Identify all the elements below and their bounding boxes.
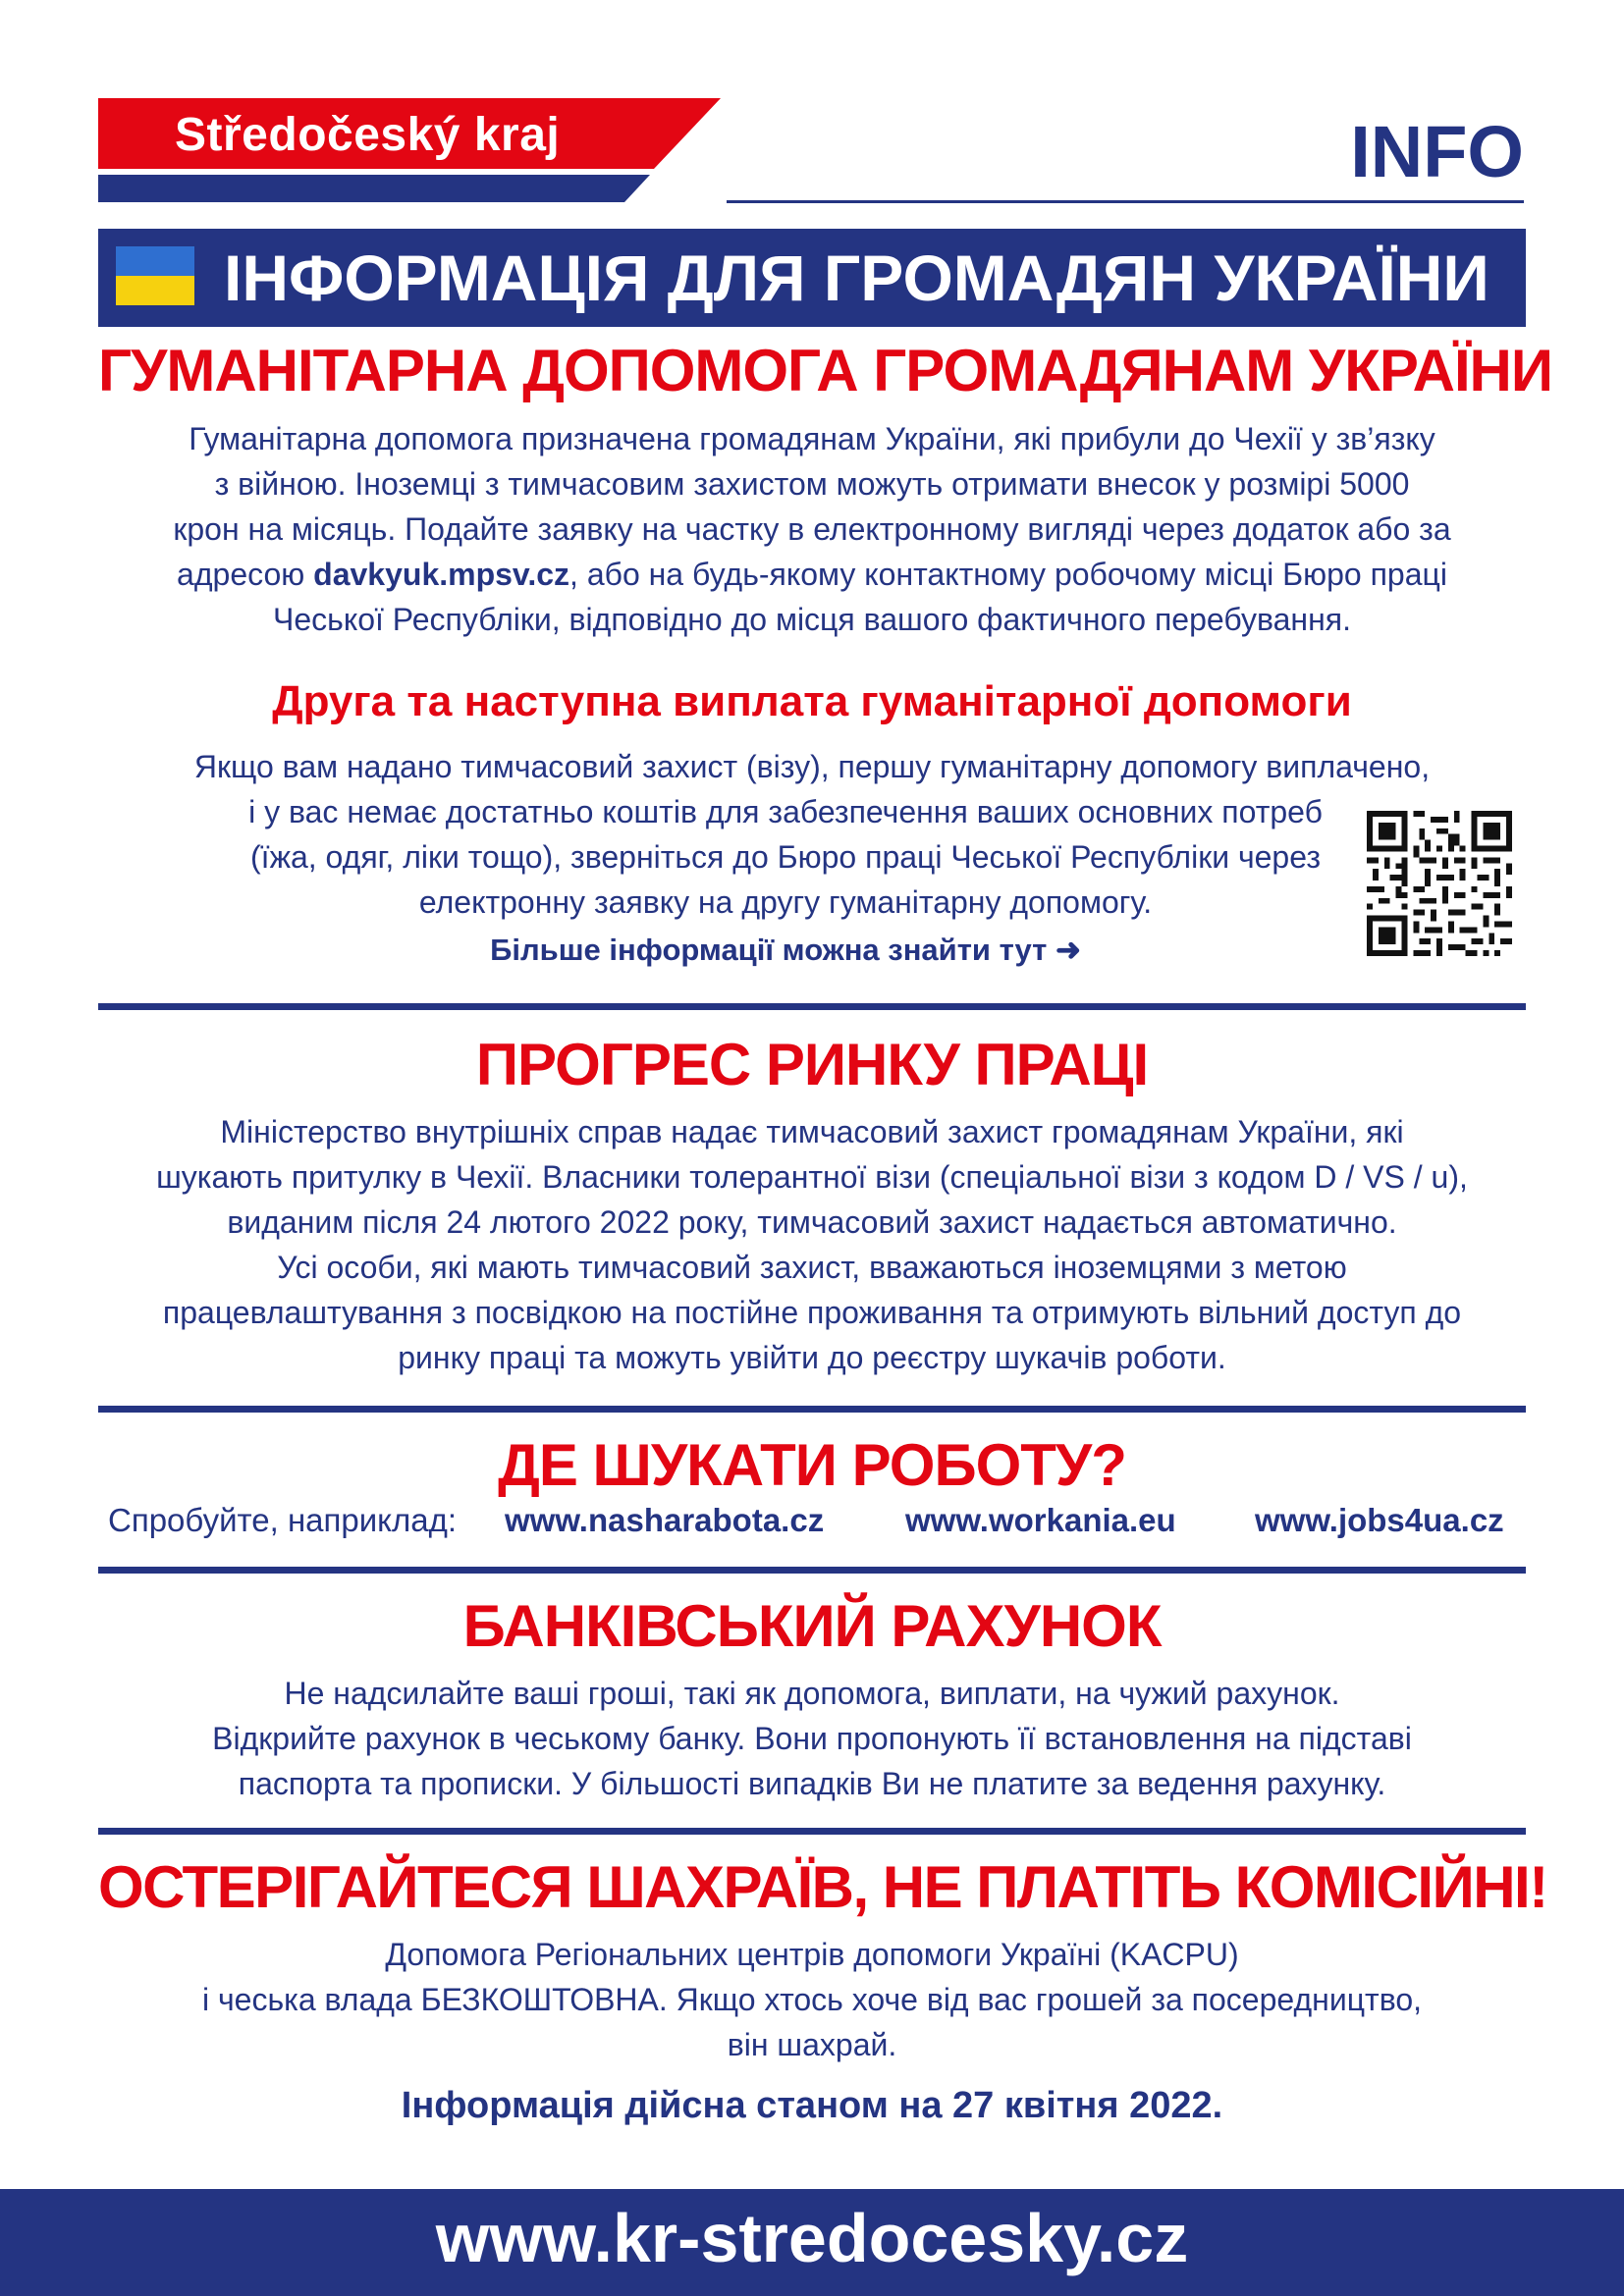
section-divider xyxy=(98,1003,1526,1010)
section-divider xyxy=(98,1828,1526,1835)
job-search-heading: ДЕ ШУКАТИ РОБОТУ? xyxy=(498,1432,1126,1498)
humanitarian-heading: ГУМАНІТАРНА ДОПОМОГА ГРОМАДЯНАМ УКРАЇНИ xyxy=(98,338,1552,403)
more-info-link[interactable]: Більше інформації можна знайти тут ➜ xyxy=(490,933,1081,967)
nasharabota-link[interactable]: www.nasharabota.cz xyxy=(505,1502,825,1538)
title-bar xyxy=(98,229,1526,327)
footer-url-link[interactable]: www.kr-stredocesky.cz xyxy=(435,2200,1189,2276)
second-payment-line: (їжа, одяг, ліки тощо), зверніться до Бюро праці Чеської Республіки через xyxy=(250,839,1321,875)
section-divider xyxy=(98,1567,1526,1574)
davkyuk-link[interactable]: davkyuk.mpsv.cz xyxy=(313,557,570,592)
humanitarian-text xyxy=(98,416,1526,642)
labor-market-line: Усі особи, які мають тимчасовий захист, вважаються іноземцями з метою xyxy=(277,1250,1347,1285)
bank-heading: БАНКІВСЬКИЙ РАХУНОК xyxy=(462,1593,1162,1659)
labor-market-line: Міністерство внутрішніх справ надає тимчасовий захист громадянам України, які xyxy=(220,1114,1404,1149)
second-payment-line: Якщо вам надано тимчасовий захист (візу), першу гуманітарну допомогу виплачено, xyxy=(193,749,1431,784)
humanitarian-line: крон на місяць. Подайте заявку на частку в електронному вигляді через додаток або за xyxy=(173,511,1451,547)
second-payment-heading: Друга та наступна виплата гуманітарної допомоги xyxy=(272,677,1352,725)
fraud-heading: ОСТЕРІГАЙТЕСЯ ШАХРАЇВ, НЕ ПЛАТІТЬ КОМІСІЙНІ! xyxy=(98,1854,1547,1920)
bank-text xyxy=(98,1671,1526,1806)
region-name: Středočeský kraj xyxy=(175,109,561,161)
footer-bar xyxy=(0,2189,1624,2296)
labor-market-line: ринку праці та можуть увійти до реєстру шукачів роботи. xyxy=(398,1340,1226,1375)
fraud-line: Допомога Регіональних центрів допомоги Україні (KACPU) xyxy=(385,1937,1239,1972)
labor-market-text xyxy=(98,1109,1526,1380)
job-search-label: Спробуйте, наприклад: xyxy=(108,1502,458,1538)
labor-market-heading: ПРОГРЕС РИНКУ ПРАЦІ xyxy=(475,1032,1149,1097)
workania-link[interactable]: www.workania.eu xyxy=(905,1502,1176,1538)
labor-market-line: працевлаштування з посвідкою на постійне проживання та отримують вільний доступ до xyxy=(162,1295,1462,1330)
ukraine-flag-icon xyxy=(116,246,194,305)
second-payment-line: електронну заявку на другу гуманітарну допомогу. xyxy=(418,884,1153,920)
humanitarian-line: з війною. Іноземці з тимчасовим захистом можуть отримати внесок у розмірі 5000 xyxy=(214,466,1410,502)
region-banner xyxy=(98,98,727,208)
section-divider xyxy=(98,1406,1526,1413)
second-payment-line: і у вас немає достатньо коштів для забезпечення ваших основних потреб xyxy=(248,794,1323,829)
labor-market-line: шукають притулку в Чехії. Власники толерантної візи (спеціальної візи з кодом D / VS / u), xyxy=(156,1159,1468,1195)
humanitarian-line xyxy=(98,552,1526,597)
qr-code-icon[interactable] xyxy=(1367,811,1512,956)
humanitarian-line-end: , або на будь-якому контактному робочому місці Бюро праці xyxy=(569,557,1447,592)
page-title: ІНФОРМАЦІЯ ДЛЯ ГРОМАДЯН УКРАЇНИ xyxy=(224,241,1489,314)
fraud-text xyxy=(98,1932,1526,2067)
humanitarian-line-start: адресою xyxy=(177,557,314,592)
fraud-line: він шахрай. xyxy=(727,2027,897,2062)
jobs4ua-link[interactable]: www.jobs4ua.cz xyxy=(1255,1502,1504,1538)
bank-line: паспорта та прописки. У більшості випадків Ви не платите за ведення рахунку. xyxy=(238,1766,1386,1801)
validity-note: Інформація дійсна станом на 27 квітня 2022. xyxy=(401,2085,1223,2126)
bank-line: Відкрийте рахунок в чеському банку. Вони пропонують її встановлення на підставі xyxy=(212,1721,1412,1756)
header-rule xyxy=(727,200,1524,203)
fraud-line: і чеська влада БЕЗКОШТОВНА. Якщо хтось хоче від вас грошей за посередництво, xyxy=(201,1982,1423,2017)
bank-line: Не надсилайте ваші гроші, такі як допомога, виплати, на чужий рахунок. xyxy=(284,1676,1340,1711)
labor-market-line: виданим після 24 лютого 2022 року, тимчасовий захист надається автоматично. xyxy=(227,1204,1397,1240)
humanitarian-line: Чеської Республіки, відповідно до місця вашого фактичного перебування. xyxy=(273,602,1351,637)
humanitarian-line: Гуманітарна допомога призначена громадянам України, які прибули до Чехії у зв’язку xyxy=(189,421,1435,456)
info-label: INFO xyxy=(1350,111,1524,192)
job-links-row xyxy=(108,1502,1522,1547)
